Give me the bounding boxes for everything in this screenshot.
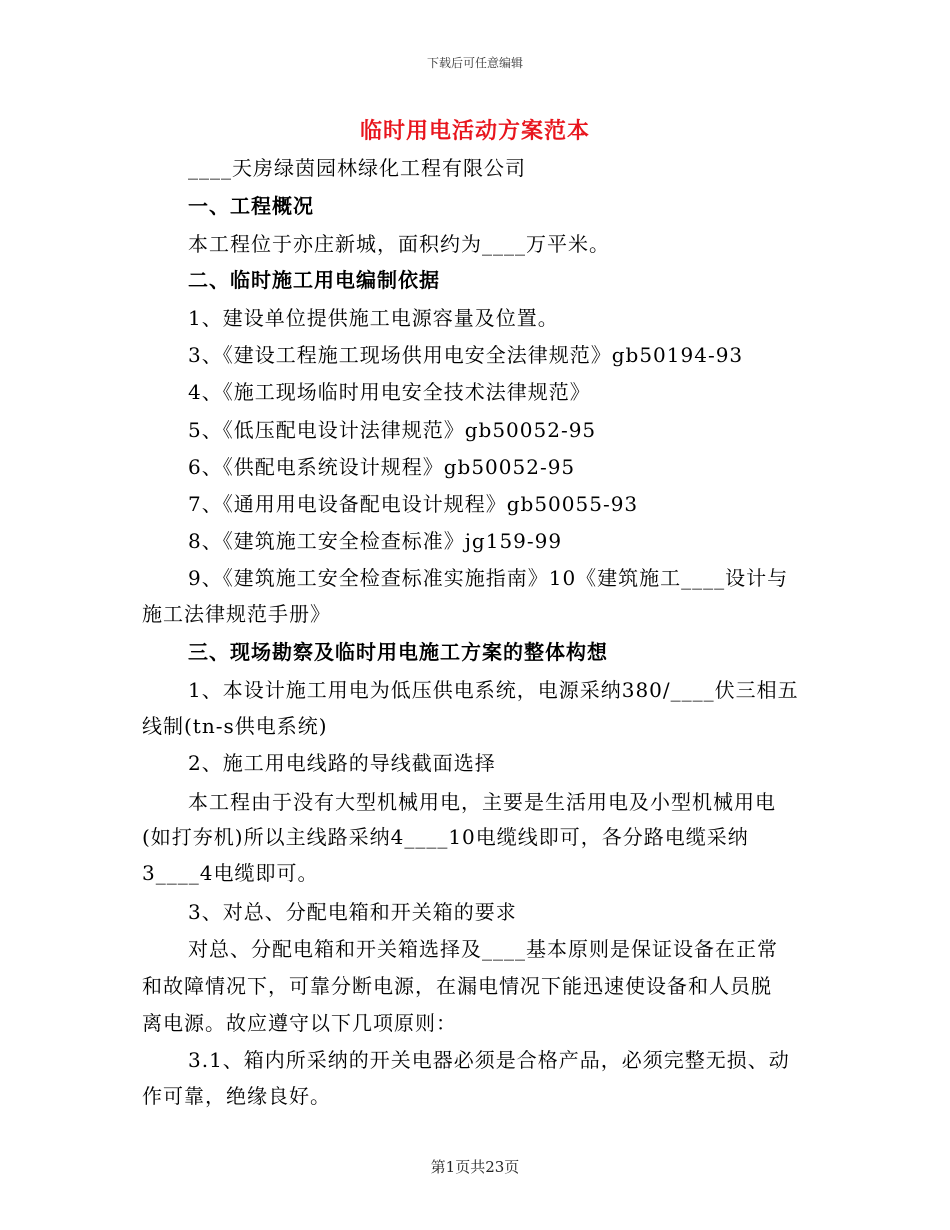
paragraph-line: 和故障情况下，可靠分断电源，在漏电情况下能迅速使设备和人员脱 (142, 974, 772, 998)
list-item: 4、《施工现场临时用电安全技术法律规范》 (188, 380, 591, 404)
list-item: 6、《供配电系统设计规程》gb50052-95 (188, 455, 576, 479)
paragraph-line: 本工程位于亦庄新城，面积约为____万平米。 (188, 232, 610, 256)
page-footer: 第1页共23页 (430, 1158, 520, 1176)
paragraph-line: 3.1、箱内所采纳的开关电器必须是合格产品，必须完整无损、动 (188, 1048, 790, 1072)
list-item: 7、《通用用电设备配电设计规程》gb50055-93 (188, 492, 639, 516)
section-heading: 二、临时施工用电编制依据 (188, 268, 440, 292)
paragraph-line: 对总、分配电箱和开关箱选择及____基本原则是保证设备在正常 (188, 937, 778, 961)
header-note: 下载后可任意编辑 (426, 56, 523, 70)
paragraph-line: 3、对总、分配电箱和开关箱的要求 (188, 900, 517, 924)
list-item: 5、《低压配电设计法律规范》gb50052-95 (188, 418, 597, 442)
list-item: 8、《建筑施工安全检查标准》jg159-99 (188, 529, 563, 553)
paragraph-line: 离电源。故应遵守以下几项原则： (142, 1011, 457, 1035)
list-item-continued: 施工法律规范手册》 (142, 602, 331, 626)
list-item: 3、《建设工程施工现场供用电安全法律规范》gb50194-93 (188, 343, 744, 367)
paragraph-line: 1、本设计施工用电为低压供电系统，电源采纳380/____伏三相五 (188, 678, 799, 702)
paragraph-line: 3____4电缆即可。 (142, 861, 319, 885)
paragraph-line: (如打夯机)所以主线路采纳4____10电缆线即可，各分路电缆采纳 (142, 825, 749, 849)
list-item: 1、建设单位提供施工电源容量及位置。 (188, 306, 559, 330)
paragraph-line: 本工程由于没有大型机械用电，主要是生活用电及小型机械用电 (188, 790, 776, 814)
section-heading: 一、工程概况 (188, 194, 314, 218)
document-title: 临时用电活动方案范本 (359, 118, 590, 144)
company-line: ____天房绿茵园林绿化工程有限公司 (188, 156, 526, 180)
paragraph-line: 作可靠，绝缘良好。 (142, 1084, 331, 1108)
section-heading: 三、现场勘察及临时用电施工方案的整体构想 (188, 640, 608, 664)
paragraph-line: 线制(tn-s供电系统) (142, 714, 328, 738)
paragraph-line: 2、施工用电线路的导线截面选择 (188, 751, 496, 775)
list-item: 9、《建筑施工安全检查标准实施指南》10《建筑施工____设计与 (188, 566, 789, 590)
